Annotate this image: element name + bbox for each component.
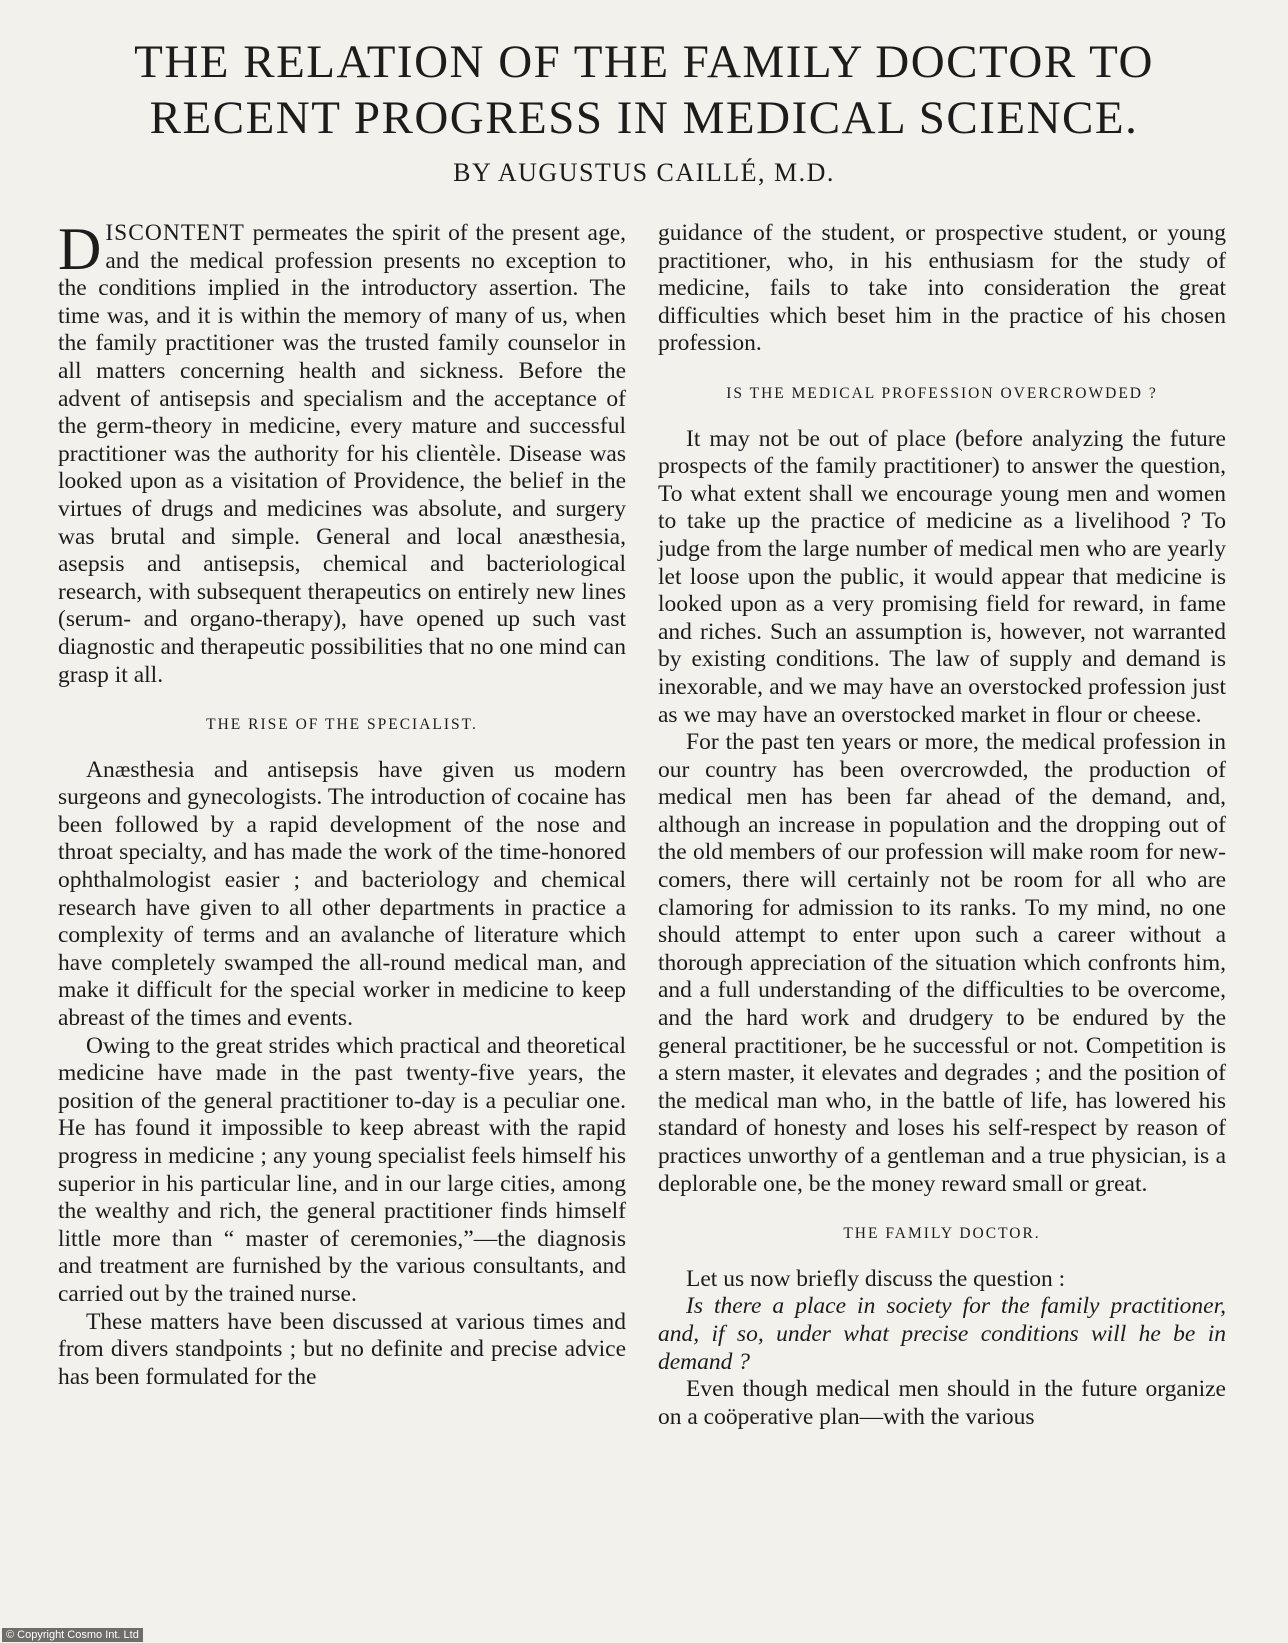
paragraph: Anæsthesia and antisepsis have given us modern surgeons and gynecologists. The introduction of cocaine has been followed by a rapid development of the nose and throat specialty, and has made the work of the time-honored ophthalmologist easier ; and bacteriology and chemical research have given to all other departments in practice a complexity of terms and an avalanche of literature which have completely swamped the all-round medical man, and make it difficult for the special worker in medicine to keep abreast of the times and events. xyxy=(58,756,626,1032)
section-heading-family-doctor: THE FAMILY DOCTOR. xyxy=(843,1225,1041,1243)
paragraph: guidance of the student, or prospective student, or young practitioner, who, in his enthusiasm for the study of medicine, fails to take into consideration the great difficulties which beset him in the practice of his chosen profession. xyxy=(658,220,1226,357)
paragraph: For the past ten years or more, the medical profession in our country has been overcrowded, the production of medical men has been far ahead of the demand, and, although an increase in population and the dropping out of the old members of our profession will make room for new-comers, there will certainly not be room for all who are clamoring for admission to its ranks. To my mind, no one should attempt to enter upon such a career without a thorough appreciation of the situation which confronts him, and a full understanding of the difficulties to be overcome, and the hard work and drudgery to be endured by the general practitioner, be he successful or not. Competition is a stern master, it elevates and degrades ; and the position of the medical man who, in the battle of life, has lowered his standard of honesty and loses his self-respect by reason of practices unworthy of a gentleman and a true physician, is a deplorable one, be the money reward small or great. xyxy=(658,729,1226,1197)
section-heading-specialist: THE RISE OF THE SPECIALIST. xyxy=(206,716,478,734)
intro-text: permeates the spirit of the present age, and the medical profession presents no exception to the conditions implied in the introductory assertion. The time was, and it is within the memory of many of us, when the family practitioner was the trusted family counselor in all matters concerning health and sickness. Before the advent of antisepsis and specialism and the acceptance of the germ-theory in medicine, every mature and successful practitioner was the authority for his clientèle. Disease was looked upon as a visitation of Providence, the belief in the virtues of drugs and medicines was absolute, and surgery was brutal and simple. General and local anæsthesia, asepsis and antisepsis, chemical and bacteriological research, with subsequent therapeutics on entirely new lines (serum- and organo-therapy), have opened up such vast diagnostic and therapeutic possibilities that no one mind can grasp it all. xyxy=(58,220,626,688)
drop-cap: D xyxy=(58,216,102,282)
paragraph: Owing to the great strides which practical and theoretical medicine have made in the past twenty-five years, the position of the general practitioner to-day is a peculiar one. He has found it impossible to keep abreast with the rapid progress in medicine ; any young specialist feels himself his superior in his particular line, and in our large cities, among the wealthy and rich, the general practitioner finds himself little more than “ master of ceremonies,”—the diagnosis and treatment are furnished by the various consultants, and carried out by the trained nurse. xyxy=(58,1032,626,1307)
paragraph: Let us now briefly discuss the question : xyxy=(686,1265,1066,1292)
paragraph: Even though medical men should in the future organize on a coöperative plan—with the various xyxy=(658,1376,1226,1430)
byline: BY AUGUSTUS CAILLÉ, M.D. xyxy=(453,158,835,187)
intro-smallcaps: ISCONTENT xyxy=(105,220,245,246)
paragraph: These matters have been discussed at various times and from divers standpoints ; but no definite and precise advice has been formulated for the xyxy=(58,1308,626,1390)
intro-paragraph xyxy=(58,216,626,689)
paragraph: It may not be out of place (before analyzing the future prospects of the family practitioner) to answer the question, To what extent shall we encourage young men and women to take up the practice of medicine as a livelihood ? To judge from the large number of medical men who are yearly let loose upon the public, it would appear that medicine is looked upon as a very promising field for reward, in fame and riches. Such an assumption is, however, not warranted by existing conditions. The law of supply and demand is inexorable, and we may have an overstocked profession just as we may have an overstocked market in flour or cheese. xyxy=(658,425,1226,728)
copyright-watermark: © Copyright Cosmo Int. Ltd xyxy=(2,1628,143,1642)
left-column xyxy=(58,216,626,1391)
article-title xyxy=(0,34,1288,146)
right-column xyxy=(658,220,1226,1431)
italic-question: Is there a place in society for the family practitioner, and, if so, under what precise conditions will he be in demand ? xyxy=(658,1293,1226,1375)
title-line-1: THE RELATION OF THE FAMILY DOCTOR TO xyxy=(134,36,1154,88)
section-heading-overcrowded: IS THE MEDICAL PROFESSION OVERCROWDED ? xyxy=(726,384,1158,402)
title-line-2: RECENT PROGRESS IN MEDICAL SCIENCE. xyxy=(149,92,1139,144)
